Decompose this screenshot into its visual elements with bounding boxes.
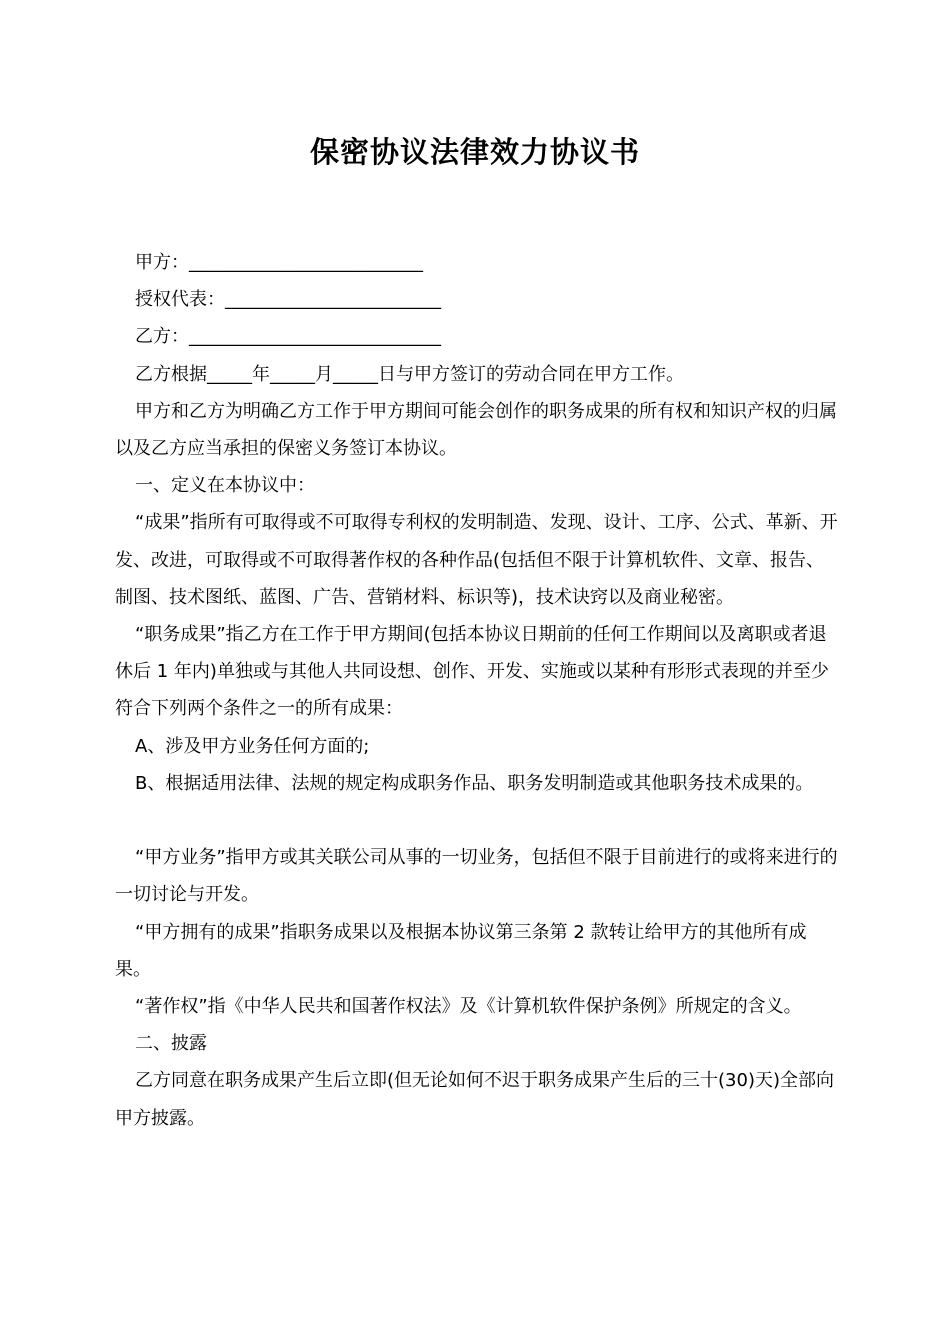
definition-party-a-business: “甲方业务”指甲方或其关联公司从事的一切业务，包括但不限于目前进行的或将来进行的一切讨论与开发。 [115,847,838,906]
party-b-field: 乙方：____________________________ [135,326,441,348]
condition-a: A、涉及甲方业务任何方面的; [135,735,370,757]
contract-date-paragraph: 乙方根据_____年_____月_____日与甲方签订的劳动合同在甲方工作。 [135,363,684,385]
definition-results: “成果”指所有可取得或不可取得专利权的发明制造、发现、设计、工序、公式、革新、开发、改进，可取得或不可取得著作权的各种作品(包括但不限于计算机软件、文章、报告、制图、技术图纸、蓝图、广告、营销材料、标识等)，技术诀窍以及商业秘密。 [115,512,838,608]
section-one-heading: 一、定义在本协议中： [135,475,315,497]
preamble-paragraph: 甲方和乙方为明确乙方工作于甲方期间可能会创作的职务成果的所有权和知识产权的归属以及乙方应当承担的保密义务签订本协议。 [115,400,837,460]
definition-copyright: “著作权”指《中华人民共和国著作权法》及《计算机软件保护条例》所规定的含义。 [135,996,802,1018]
authorized-representative-field: 授权代表：________________________ [135,289,441,311]
document-title: 保密协议法律效力协议书 [309,135,640,169]
condition-b: B、根据适用法律、法规的规定构成职务作品、职务发明制造或其他职务技术成果的。 [135,772,814,794]
blank-line [115,802,840,839]
definition-party-a-owned-results: “甲方拥有的成果”指职务成果以及根据本协议第三条第 2 款转让给甲方的其他所有成果。 [115,921,807,980]
document-body [115,244,840,1137]
party-a-field: 甲方：__________________________ [135,252,423,273]
section-two-heading: 二、披露 [135,1033,207,1055]
disclosure-paragraph: 乙方同意在职务成果产生后立即(但无论如何不迟于职务成果产生后的三十(30)天)全部向甲方披露。 [115,1070,834,1129]
definition-work-results: “职务成果”指乙方在工作于甲方期间(包括本协议日期前的任何工作期间以及离职或者退休后 1 年内)单独或与其他人共同设想、创作、开发、实施或以某种有形形式表现的并至少符合下列两个条件之一的所有成果： [115,624,829,720]
